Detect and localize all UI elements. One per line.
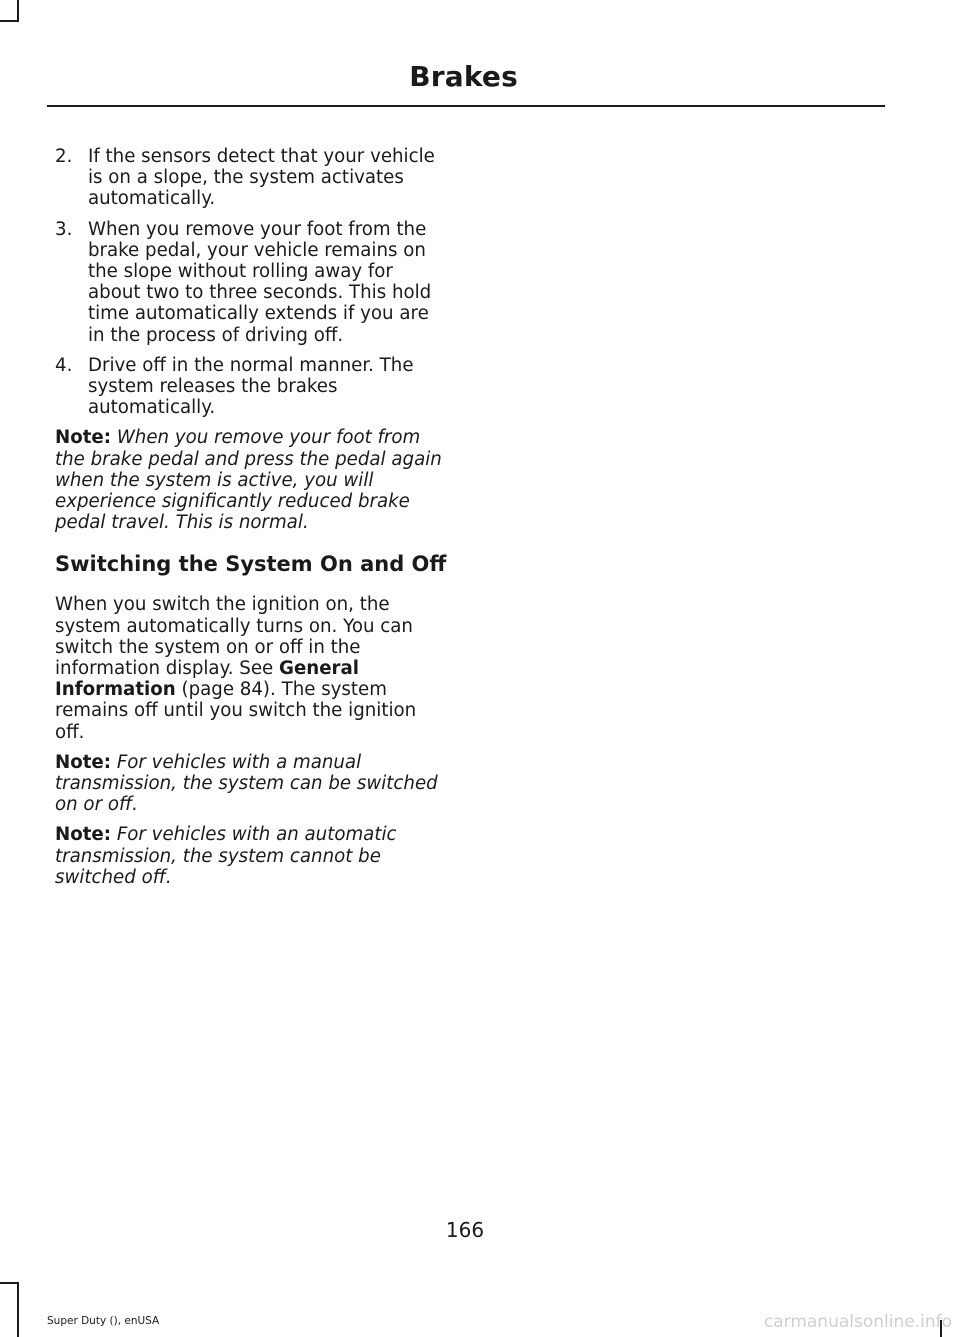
note-paragraph: [55, 752, 450, 816]
note-text: For vehicles with an automatic transmission, the system cannot be switched off.: [55, 824, 397, 888]
step-number: 3.: [55, 218, 73, 240]
step-text: Drive off in the normal manner. The system releases the brakes automatically.: [88, 354, 414, 419]
watermark: carmanualsonline.info: [763, 1312, 952, 1332]
step-text: If the sensors detect that your vehicle is on a slope, the system activates automatically.: [88, 146, 435, 210]
body-paragraph: [55, 594, 450, 742]
cross-reference-link[interactable]: General Information: [55, 658, 360, 701]
crop-mark-top-left-v: [17, 0, 19, 20]
page-title: Brakes: [409, 60, 518, 93]
paragraph-text: (page 84). The system remains off until you switch the ignition off.: [55, 679, 417, 743]
list-item: [55, 219, 450, 346]
main-content: [55, 146, 450, 897]
note-paragraph: [55, 427, 450, 533]
steps-list: [55, 146, 450, 418]
step-number: 2.: [55, 146, 73, 167]
crop-mark-bottom-left-h: [0, 1282, 19, 1284]
list-item: [55, 355, 450, 419]
header-divider: [47, 105, 885, 107]
note-label: Note:: [55, 751, 112, 773]
crop-mark-top-left-h: [0, 20, 19, 22]
page-number: 166: [445, 1218, 485, 1242]
section-heading: Switching the System On and Off: [55, 552, 447, 577]
note-label: Note:: [55, 427, 112, 449]
note-text: For vehicles with a manual transmission, the system can be switched on or off.: [55, 751, 438, 816]
step-text: When you remove your foot from the brake pedal, your vehicle remains on the slope without rolling away for about two to three seconds. This hold time automatically extends if you are in the process of driving off.: [88, 218, 432, 346]
note-label: Note:: [55, 824, 112, 846]
crop-mark-bottom-left-v: [17, 1282, 19, 1337]
step-number: 4.: [55, 354, 73, 376]
footer-doc-info: Super Duty (), enUSA: [47, 1315, 160, 1327]
paragraph-text: When you switch the ignition on, the system automatically turns on. You can switch the system on or off in the information display. See: [55, 594, 413, 680]
list-item: [55, 146, 450, 210]
note-paragraph: [55, 824, 450, 888]
note-text: When you remove your foot from the brake pedal and press the pedal again when the system is active, you will experience significantly reduced brake pedal travel. This is normal.: [55, 427, 442, 534]
